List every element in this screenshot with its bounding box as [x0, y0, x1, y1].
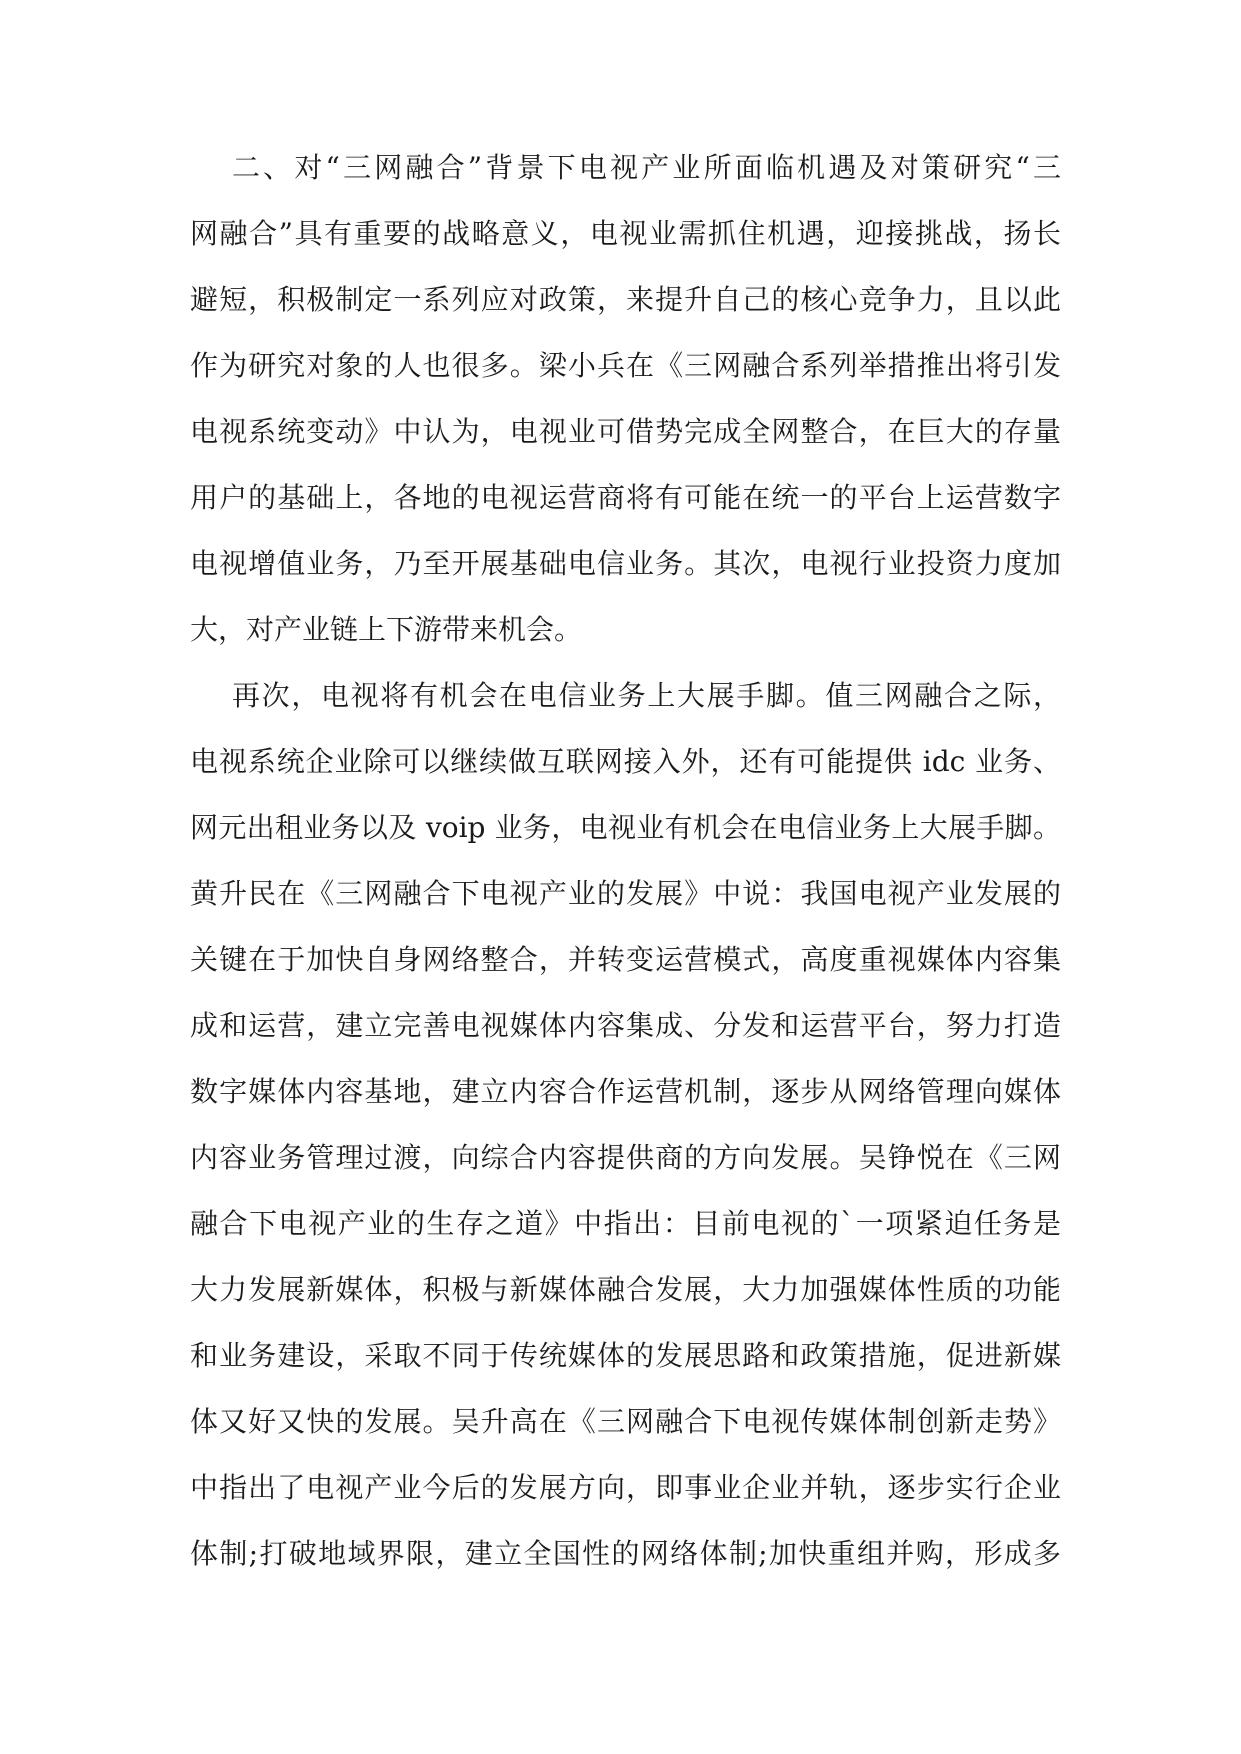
- paragraph-2-line-14: 体制;打破地域界限，建立全国性的网络体制;加快重组并购，形成多: [190, 1537, 1061, 1570]
- paragraph-1-line-5: 电视系统变动》中认为，电视业可借势完成全网整合，在巨大的存量: [190, 415, 1061, 448]
- paragraph-2-line-3: 网元出租业务以及 voip 业务，电视业有机会在电信业务上大展手脚。: [190, 811, 1061, 844]
- paragraph-2-line-6: 成和运营，建立完善电视媒体内容集成、分发和运营平台，努力打造: [190, 1009, 1061, 1042]
- paragraph-2-line-4: 黄升民在《三网融合下电视产业的发展》中说：我国电视产业发展的: [190, 877, 1061, 910]
- paragraph-1-line-7: 电视增值业务，乃至开展基础电信业务。其次，电视行业投资力度加: [190, 547, 1061, 580]
- paragraph-1-line-4: 作为研究对象的人也很多。梁小兵在《三网融合系列举措推出将引发: [190, 349, 1061, 382]
- paragraph-2-line-11: 和业务建设，采取不同于传统媒体的发展思路和政策措施，促进新媒: [190, 1339, 1061, 1372]
- paragraph-1-line-6: 用户的基础上，各地的电视运营商将有可能在统一的平台上运营数字: [190, 481, 1061, 514]
- paragraph-1-line-8: 大，对产业链上下游带来机会。: [190, 613, 583, 646]
- paragraph-1-line-2: 网融合”具有重要的战略意义，电视业需抓住机遇，迎接挑战，扬长: [190, 217, 1061, 250]
- paragraph-1-line-1: 二、对“三网融合”背景下电视产业所面临机遇及对策研究“三: [232, 151, 1061, 184]
- paragraph-2-line-10: 大力发展新媒体，积极与新媒体融合发展，大力加强媒体性质的功能: [190, 1273, 1061, 1306]
- paragraph-2-line-7: 数字媒体内容基地，建立内容合作运营机制，逐步从网络管理向媒体: [190, 1075, 1061, 1108]
- paragraph-2-line-12: 体又好又快的发展。吴升高在《三网融合下电视传媒体制创新走势》: [190, 1405, 1061, 1438]
- paragraph-2-line-8: 内容业务管理过渡，向综合内容提供商的方向发展。吴铮悦在《三网: [190, 1141, 1061, 1174]
- paragraph-2-line-2: 电视系统企业除可以继续做互联网接入外，还有可能提供 idc 业务、: [190, 745, 1061, 778]
- paragraph-2-line-9: 融合下电视产业的生存之道》中指出：目前电视的`一项紧迫任务是: [190, 1207, 1061, 1240]
- paragraph-2-line-1: 再次，电视将有机会在电信业务上大展手脚。值三网融合之际，: [232, 679, 1061, 712]
- paragraph-1-line-3: 避短，积极制定一系列应对政策，来提升自己的核心竞争力，且以此: [190, 283, 1061, 316]
- paragraph-2-line-13: 中指出了电视产业今后的发展方向，即事业企业并轨，逐步实行企业: [190, 1471, 1061, 1504]
- paragraph-2-line-5: 关键在于加快自身网络整合，并转变运营模式，高度重视媒体内容集: [190, 943, 1061, 976]
